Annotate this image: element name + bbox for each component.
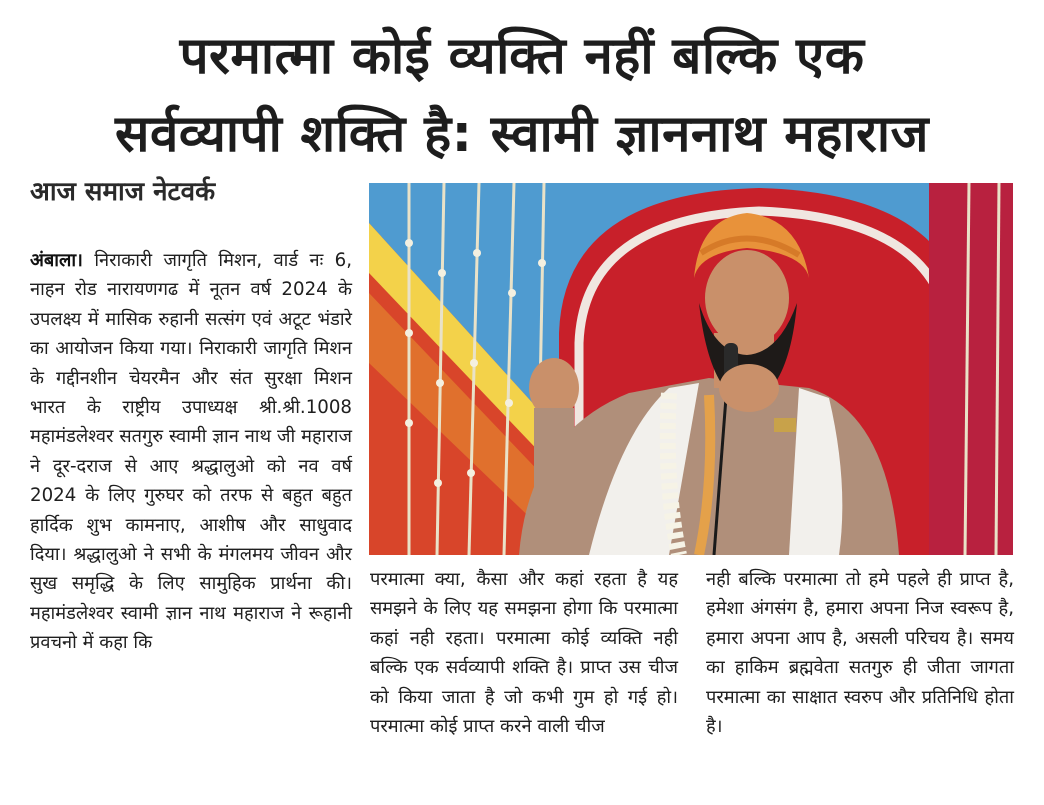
byline: आज समाज नेटवर्क <box>30 177 216 207</box>
headline-line-1: परमात्मा कोई व्यक्ति नहीं बल्कि एक <box>179 27 865 86</box>
column-2-text: परमात्मा क्या, कैसा और कहां रहता है यह समझने के लिए यह समझना होगा कि परमात्मा कहां नही रहता। परमात्मा कोई व्यक्ति नही बल्कि एक सर्वव्यापी शक्ति है। प्राप्त उस चीज को किया जाता है जो कभी गुम हो गई हो। परमात्मा कोई प्राप्त करने वाली चीज <box>370 569 678 738</box>
article-column-3 <box>706 565 1014 741</box>
article-photo <box>369 183 1013 555</box>
speaker-photo-illustration <box>369 183 1013 555</box>
article-column-1 <box>30 246 352 658</box>
article-column-2 <box>370 565 678 741</box>
dateline: अंबाला। <box>30 250 83 271</box>
column-3-text: नही बल्कि परमात्मा तो हमे पहले ही प्राप्त है, हमेशा अंगसंग है, हमारा अपना निज स्वरूप है, हमारा अपना आप है, असली परिचय है। समय का हाकिम ब्रह्मवेता सतगुरु ही जीता जागता परमात्मा का साक्षात स्वरुप और प्रतिनिधि होता है। <box>706 569 1014 738</box>
column-1-text: निराकारी जागृति मिशन, वार्ड नः 6, नाहन रोड नारायणगढ में नूतन वर्ष 2024 के उपलक्ष्य में मासिक रुहानी सत्संग एवं अटूट भंडारे का आयोजन किया गया। निराकारी जागृति मिशन के गद्दीनशीन चेयरमैन और संत सुरक्षा मिशन भारत के राष्ट्रीय उपाध्यक्ष श्री.श्री.1008 महामंडलेश्वर सतगुरु स्वामी ज्ञान नाथ जी महाराज ने दूर-दराज से आए श्रद्धालुओ को नव वर्ष 2024 के लिए गुरुघर को तरफ से बहुत बहुत हार्दिक शुभ कामनाए, आशीष और साधुवाद दिया। श्रद्धालुओ ने सभी के मंगलमय जीवन और सुख समृद्धि के लिए सामुहिक प्रार्थना की। महामंडलेश्वर स्वामी ज्ञान नाथ महाराज ने रूहानी प्रवचनो में कहा कि <box>30 250 352 654</box>
headline-line-2: सर्वव्यापी शक्ति है: स्वामी ज्ञाननाथ महाराज <box>115 105 929 164</box>
headline <box>0 18 1044 174</box>
